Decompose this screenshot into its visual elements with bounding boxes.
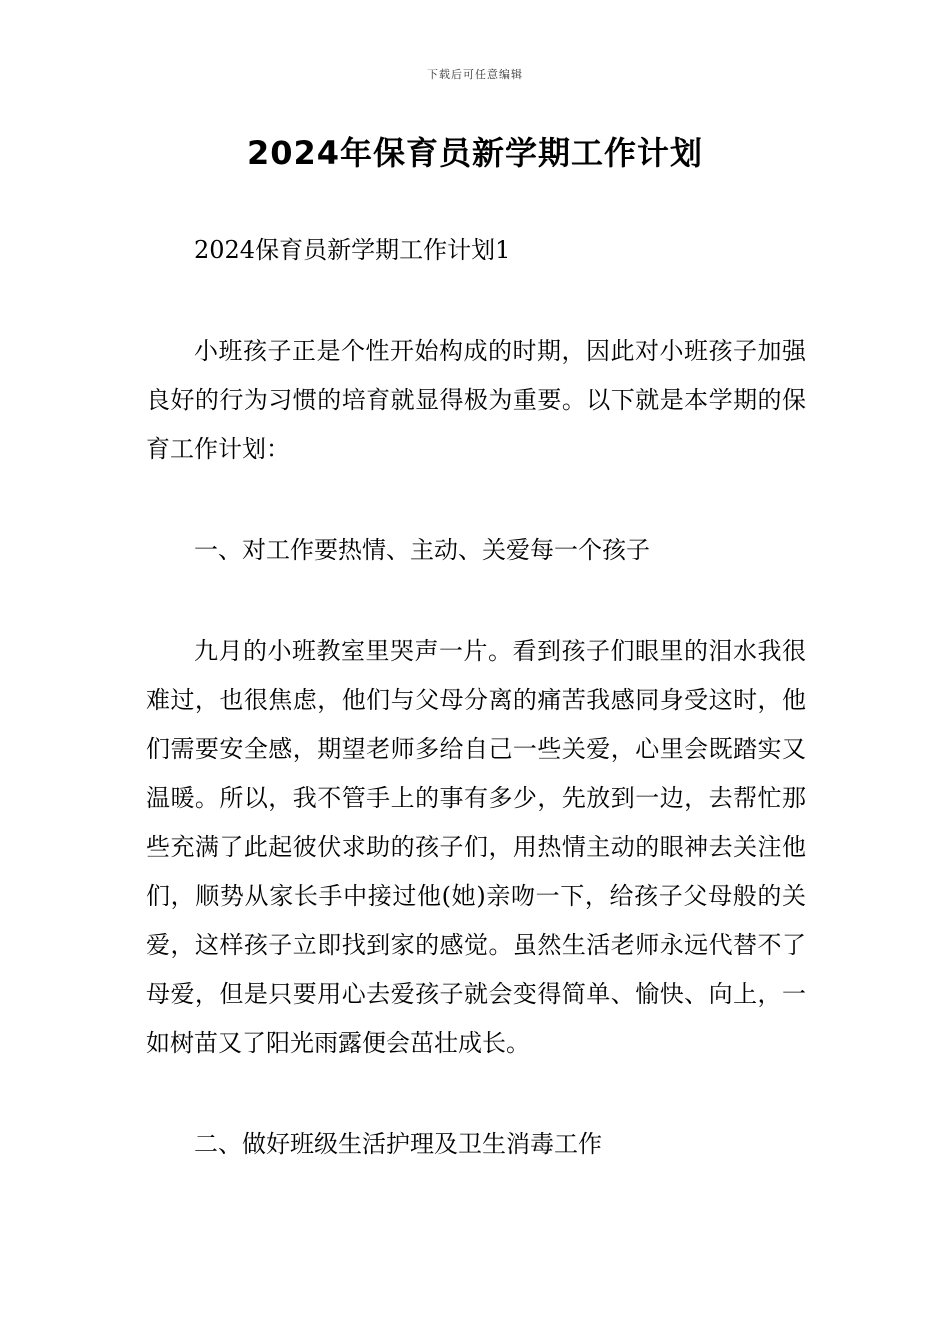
header-note: 下载后可任意编辑 xyxy=(427,68,523,81)
section-heading-2: 二、做好班级生活护理及卫生消毒工作 xyxy=(194,1130,602,1158)
intro-paragraph: 小班孩子正是个性开始构成的时期，因此对小班孩子加强良好的行为习惯的培育就显得极为重要。以下就是本学期的保育工作计划： xyxy=(146,337,806,463)
document-subtitle: 2024保育员新学期工作计划1 xyxy=(194,236,511,264)
section-1-paragraph: 九月的小班教室里哭声一片。看到孩子们眼里的泪水我很难过，也很焦虑，他们与父母分离的痛苦我感同身受这时，他们需要安全感，期望老师多给自己一些关爱，心里会既踏实又温暖。所以，我不管手上的事有多少，先放到一边，去帮忙那些充满了此起彼伏求助的孩子们，用热情主动的眼神去关注他们，顺势从家长手中接过他(她)亲吻一下，给孩子父母般的关爱，这样孩子立即找到家的感觉。虽然生活老师永远代替不了母爱，但是只要用心去爱孩子就会变得简单、愉快、向上，一如树苗又了阳光雨露便会茁壮成长。 xyxy=(146,637,806,1057)
document-title: 2024年保育员新学期工作计划 xyxy=(246,134,704,172)
section-heading-1: 一、对工作要热情、主动、关爱每一个孩子 xyxy=(194,536,650,564)
document-body xyxy=(146,226,806,1169)
